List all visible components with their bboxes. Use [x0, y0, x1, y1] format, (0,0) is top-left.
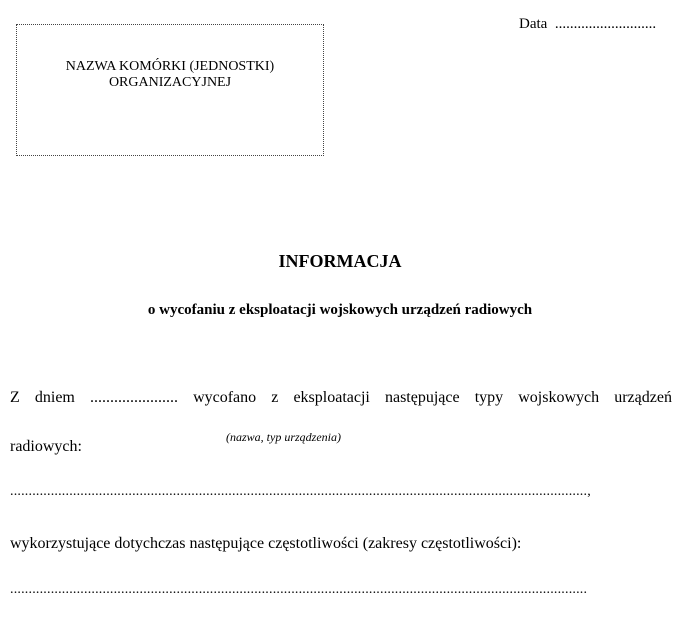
- body-continuation: radiowych:: [10, 438, 82, 455]
- body-word: z: [271, 389, 279, 406]
- document-title: INFORMACJA: [278, 251, 402, 271]
- body-word: dniem: [34, 389, 75, 406]
- dotted-fill-line-1: ............................................................................................................................................................,: [10, 484, 591, 499]
- unit-label-line-1: NAZWA KOMÓRKI (JEDNOSTKI): [65, 59, 275, 74]
- document-subtitle: o wycofaniu z eksploatacji wojskowych urządzeń radiowych: [147, 302, 533, 318]
- organizational-unit-label: [17, 59, 323, 91]
- dotted-fill-line-2: ............................................................................................................................................................: [10, 582, 588, 597]
- device-type-hint: (nazwa, typ urządzenia): [226, 430, 341, 444]
- body-word: następujące: [384, 389, 460, 406]
- date-field: [519, 16, 656, 33]
- body-word: Z: [10, 389, 20, 406]
- body-word: wojskowych: [518, 389, 600, 406]
- frequencies-text: wykorzystujące dotychczas następujące częstotliwości (zakresy częstotliwości):: [10, 535, 522, 552]
- body-word: typy: [474, 389, 504, 406]
- date-blank: ......................: [89, 389, 178, 406]
- date-dots: ...........................: [554, 16, 657, 32]
- body-word: eksploatacji: [293, 389, 370, 406]
- body-line-justified: [10, 389, 672, 407]
- unit-label-line-2: ORGANIZACYJNEJ: [108, 75, 232, 90]
- organizational-unit-box: [16, 24, 324, 156]
- body-word: wycofano: [193, 389, 257, 406]
- date-label: Data: [519, 16, 548, 32]
- body-word: urządzeń: [614, 389, 672, 406]
